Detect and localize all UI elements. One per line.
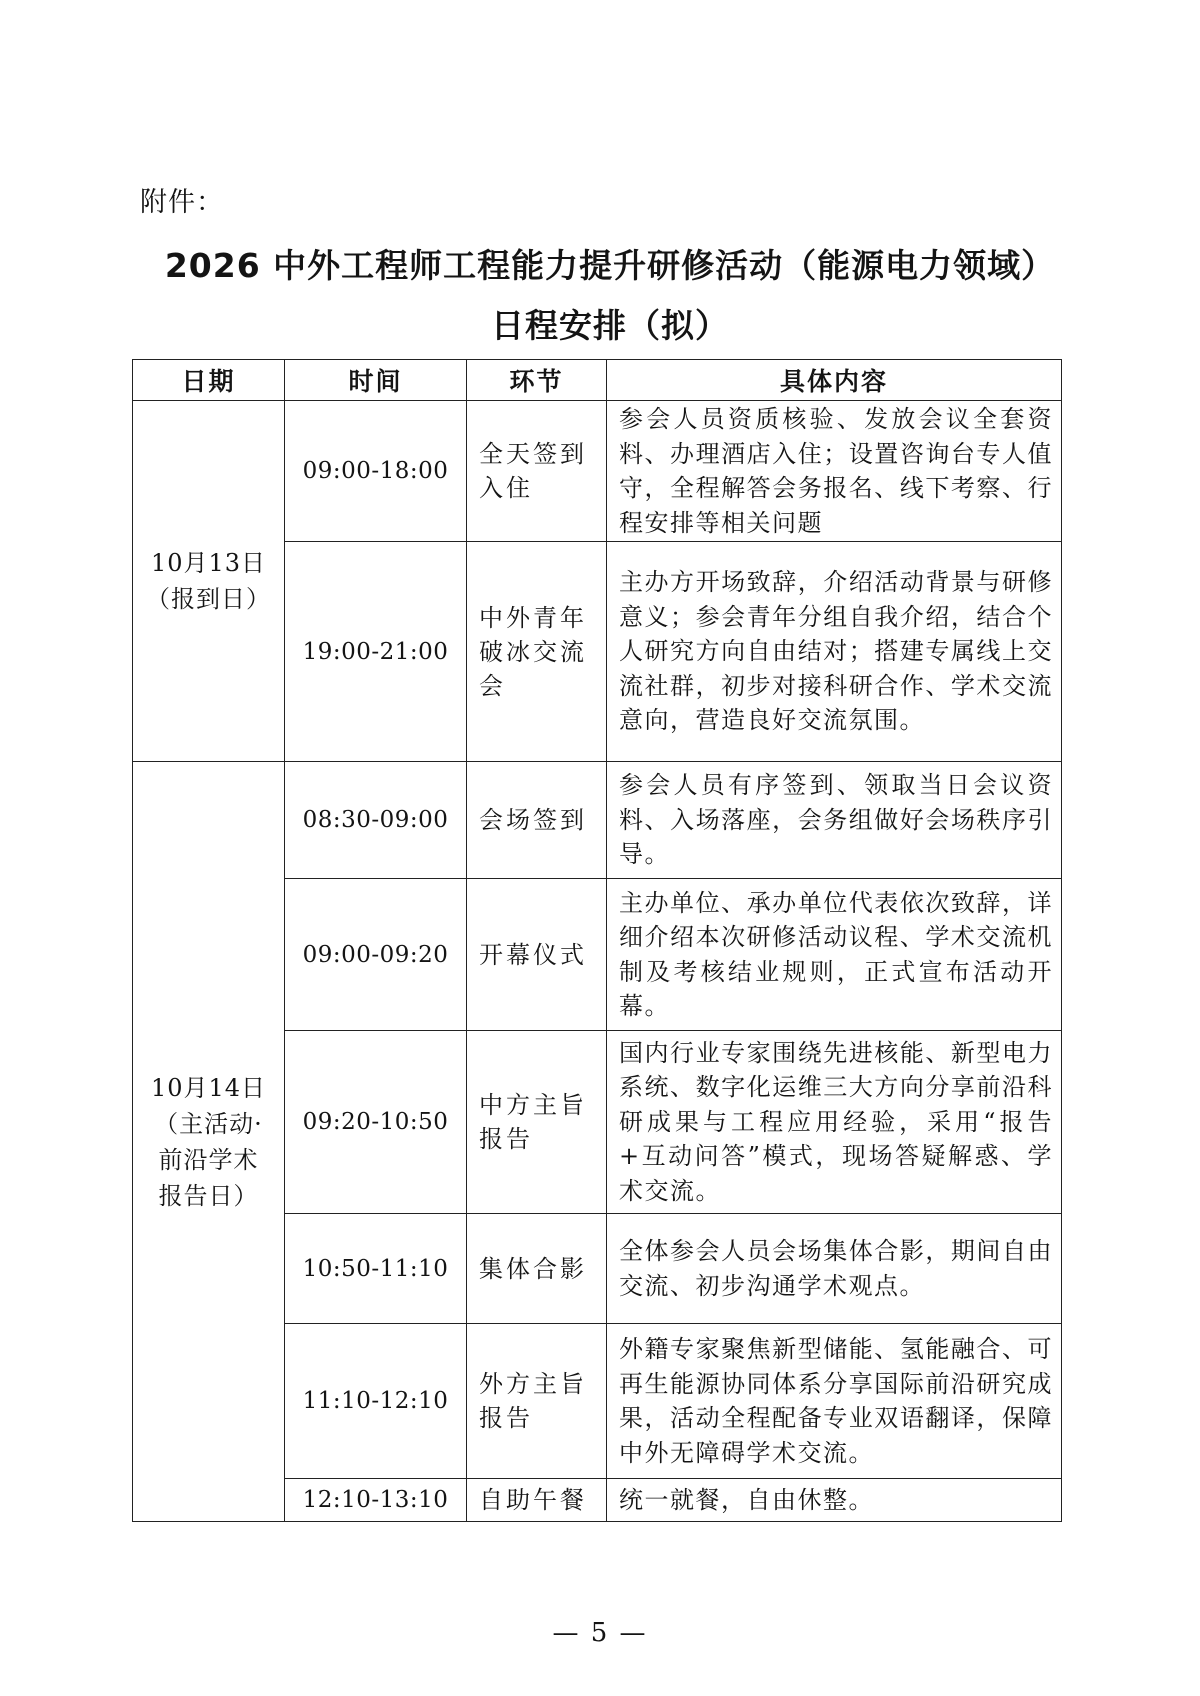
date-line: 前沿学术 bbox=[158, 1145, 259, 1174]
header-session: 环节 bbox=[467, 360, 607, 401]
content-cell: 统一就餐，自由休整。 bbox=[607, 1479, 1062, 1522]
attachment-label: 附件： bbox=[140, 187, 224, 218]
table-header-row bbox=[133, 360, 1062, 401]
header-date: 日期 bbox=[133, 360, 285, 401]
header-time: 时间 bbox=[285, 360, 467, 401]
time-cell: 10:50-11:10 bbox=[285, 1214, 467, 1324]
session-cell: 自助午餐 bbox=[467, 1479, 607, 1522]
time-cell: 09:00-18:00 bbox=[285, 401, 467, 542]
date-line: （主活动· bbox=[154, 1109, 263, 1138]
time-cell: 08:30-09:00 bbox=[285, 762, 467, 879]
content-cell: 全体参会人员会场集体合影，期间自由交流、初步沟通学术观点。 bbox=[607, 1214, 1062, 1324]
session-cell: 集体合影 bbox=[467, 1214, 607, 1324]
date-line: 10月14日 bbox=[150, 1073, 267, 1102]
session-cell: 中方主旨报告 bbox=[467, 1031, 607, 1214]
time-cell: 19:00-21:00 bbox=[285, 542, 467, 762]
page-number: — 5 — bbox=[552, 1618, 648, 1648]
schedule-table bbox=[132, 359, 1062, 1522]
session-cell: 会场签到 bbox=[467, 762, 607, 879]
document-title: 2026 中外工程师工程能力提升研修活动（能源电力领域） bbox=[164, 246, 1056, 285]
time-cell: 11:10-12:10 bbox=[285, 1324, 467, 1479]
content-cell: 主办方开场致辞，介绍活动背景与研修意义；参会青年分组自我介绍，结合个人研究方向自由结对；搭建专属线上交流社群，初步对接科研合作、学术交流意向，营造良好交流氛围。 bbox=[607, 542, 1062, 762]
date-line: 10月13日 bbox=[150, 549, 267, 577]
content-cell: 参会人员有序签到、领取当日会议资料、入场落座，会务组做好会场秩序引导。 bbox=[607, 762, 1062, 879]
content-cell: 外籍专家聚焦新型储能、氢能融合、可再生能源协同体系分享国际前沿研究成果，活动全程配备专业双语翻译，保障中外无障碍学术交流。 bbox=[607, 1324, 1062, 1479]
session-cell: 开幕仪式 bbox=[467, 879, 607, 1031]
table-row bbox=[133, 762, 1062, 879]
session-cell: 全天签到入住 bbox=[467, 401, 607, 542]
time-cell: 12:10-13:10 bbox=[285, 1479, 467, 1522]
session-cell: 中外青年破冰交流会 bbox=[467, 542, 607, 762]
content-cell: 主办单位、承办单位代表依次致辞，详细介绍本次研修活动议程、学术交流机制及考核结业规则，正式宣布活动开幕。 bbox=[607, 879, 1062, 1031]
date-line: （报到日） bbox=[146, 585, 271, 613]
date-line: 报告日） bbox=[158, 1181, 259, 1210]
session-cell: 外方主旨报告 bbox=[467, 1324, 607, 1479]
content-cell: 参会人员资质核验、发放会议全套资料、办理酒店入住；设置咨询台专人值守，全程解答会务报名、线下考察、行程安排等相关问题 bbox=[607, 401, 1062, 542]
document-subtitle: 日程安排（拟） bbox=[491, 306, 729, 345]
date-cell-day1 bbox=[133, 401, 285, 762]
table-row bbox=[133, 401, 1062, 542]
content-cell: 国内行业专家围绕先进核能、新型电力系统、数字化运维三大方向分享前沿科研成果与工程应用经验，采用“报告+互动问答”模式，现场答疑解惑、学术交流。 bbox=[607, 1031, 1062, 1214]
date-cell-day2 bbox=[133, 762, 285, 1522]
time-cell: 09:20-10:50 bbox=[285, 1031, 467, 1214]
time-cell: 09:00-09:20 bbox=[285, 879, 467, 1031]
header-content: 具体内容 bbox=[607, 360, 1062, 401]
